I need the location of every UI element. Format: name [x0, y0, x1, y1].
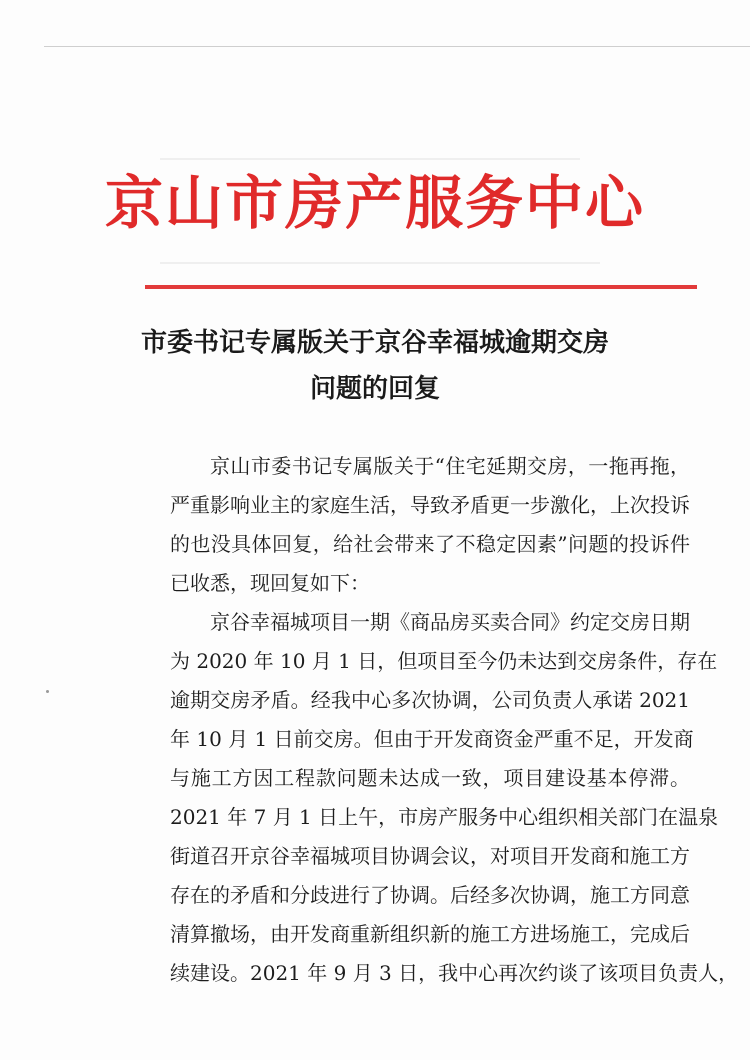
body-text-line: 已收悉，现回复如下： — [170, 571, 370, 595]
body-text-line: 存在的矛盾和分歧进行了协调。后经多次协调，施工方同意 — [170, 883, 690, 907]
body-text-line: 京谷幸福城项目一期《商品房买卖合同》约定交房日期 — [210, 610, 690, 634]
body-text-line: 京山市委书记专属版关于“住宅延期交房，一拖再拖， — [210, 454, 690, 478]
body-text-line: 2021 年 7 月 1 日上午，市房产服务中心组织相关部门在温泉 — [170, 805, 719, 829]
scan-speck — [46, 690, 49, 693]
body-text-line: 街道召开京谷幸福城项目协调会议，对项目开发商和施工方 — [170, 844, 690, 868]
body-text-line: 严重影响业主的家庭生活，导致矛盾更一步激化，上次投诉 — [170, 493, 690, 517]
document-title-line-1: 市委书记专属版关于京谷幸福城逾期交房 — [140, 328, 609, 358]
body-text-line: 清算撤场，由开发商重新组织新的施工方进场施工，完成后 — [170, 922, 690, 946]
body-text-line: 与施工方因工程款问题未达成一致，项目建设基本停滞。 — [170, 766, 690, 790]
body-text-line: 的也没具体回复，给社会带来了不稳定因素”问题的投诉件 — [170, 532, 690, 556]
letterhead-organization: 京山市房产服务中心 — [104, 169, 645, 237]
scan-edge-line — [44, 46, 750, 47]
letterhead-red-rule — [145, 285, 697, 289]
body-text-line: 续建设。2021 年 9 月 3 日，我中心再次约谈了该项目负责人， — [170, 961, 739, 985]
bleed-through-mark — [160, 262, 600, 264]
body-text-line: 为 2020 年 10 月 1 日，但项目至今仍未达到交房条件，存在 — [170, 649, 718, 673]
body-text-line: 逾期交房矛盾。经我中心多次协调，公司负责人承诺 2021 — [170, 688, 690, 712]
document-title-line-2: 问题的回复 — [309, 374, 440, 404]
body-text-line: 年 10 月 1 日前交房。但由于开发商资金严重不足，开发商 — [170, 727, 694, 751]
bleed-through-mark — [160, 158, 580, 160]
